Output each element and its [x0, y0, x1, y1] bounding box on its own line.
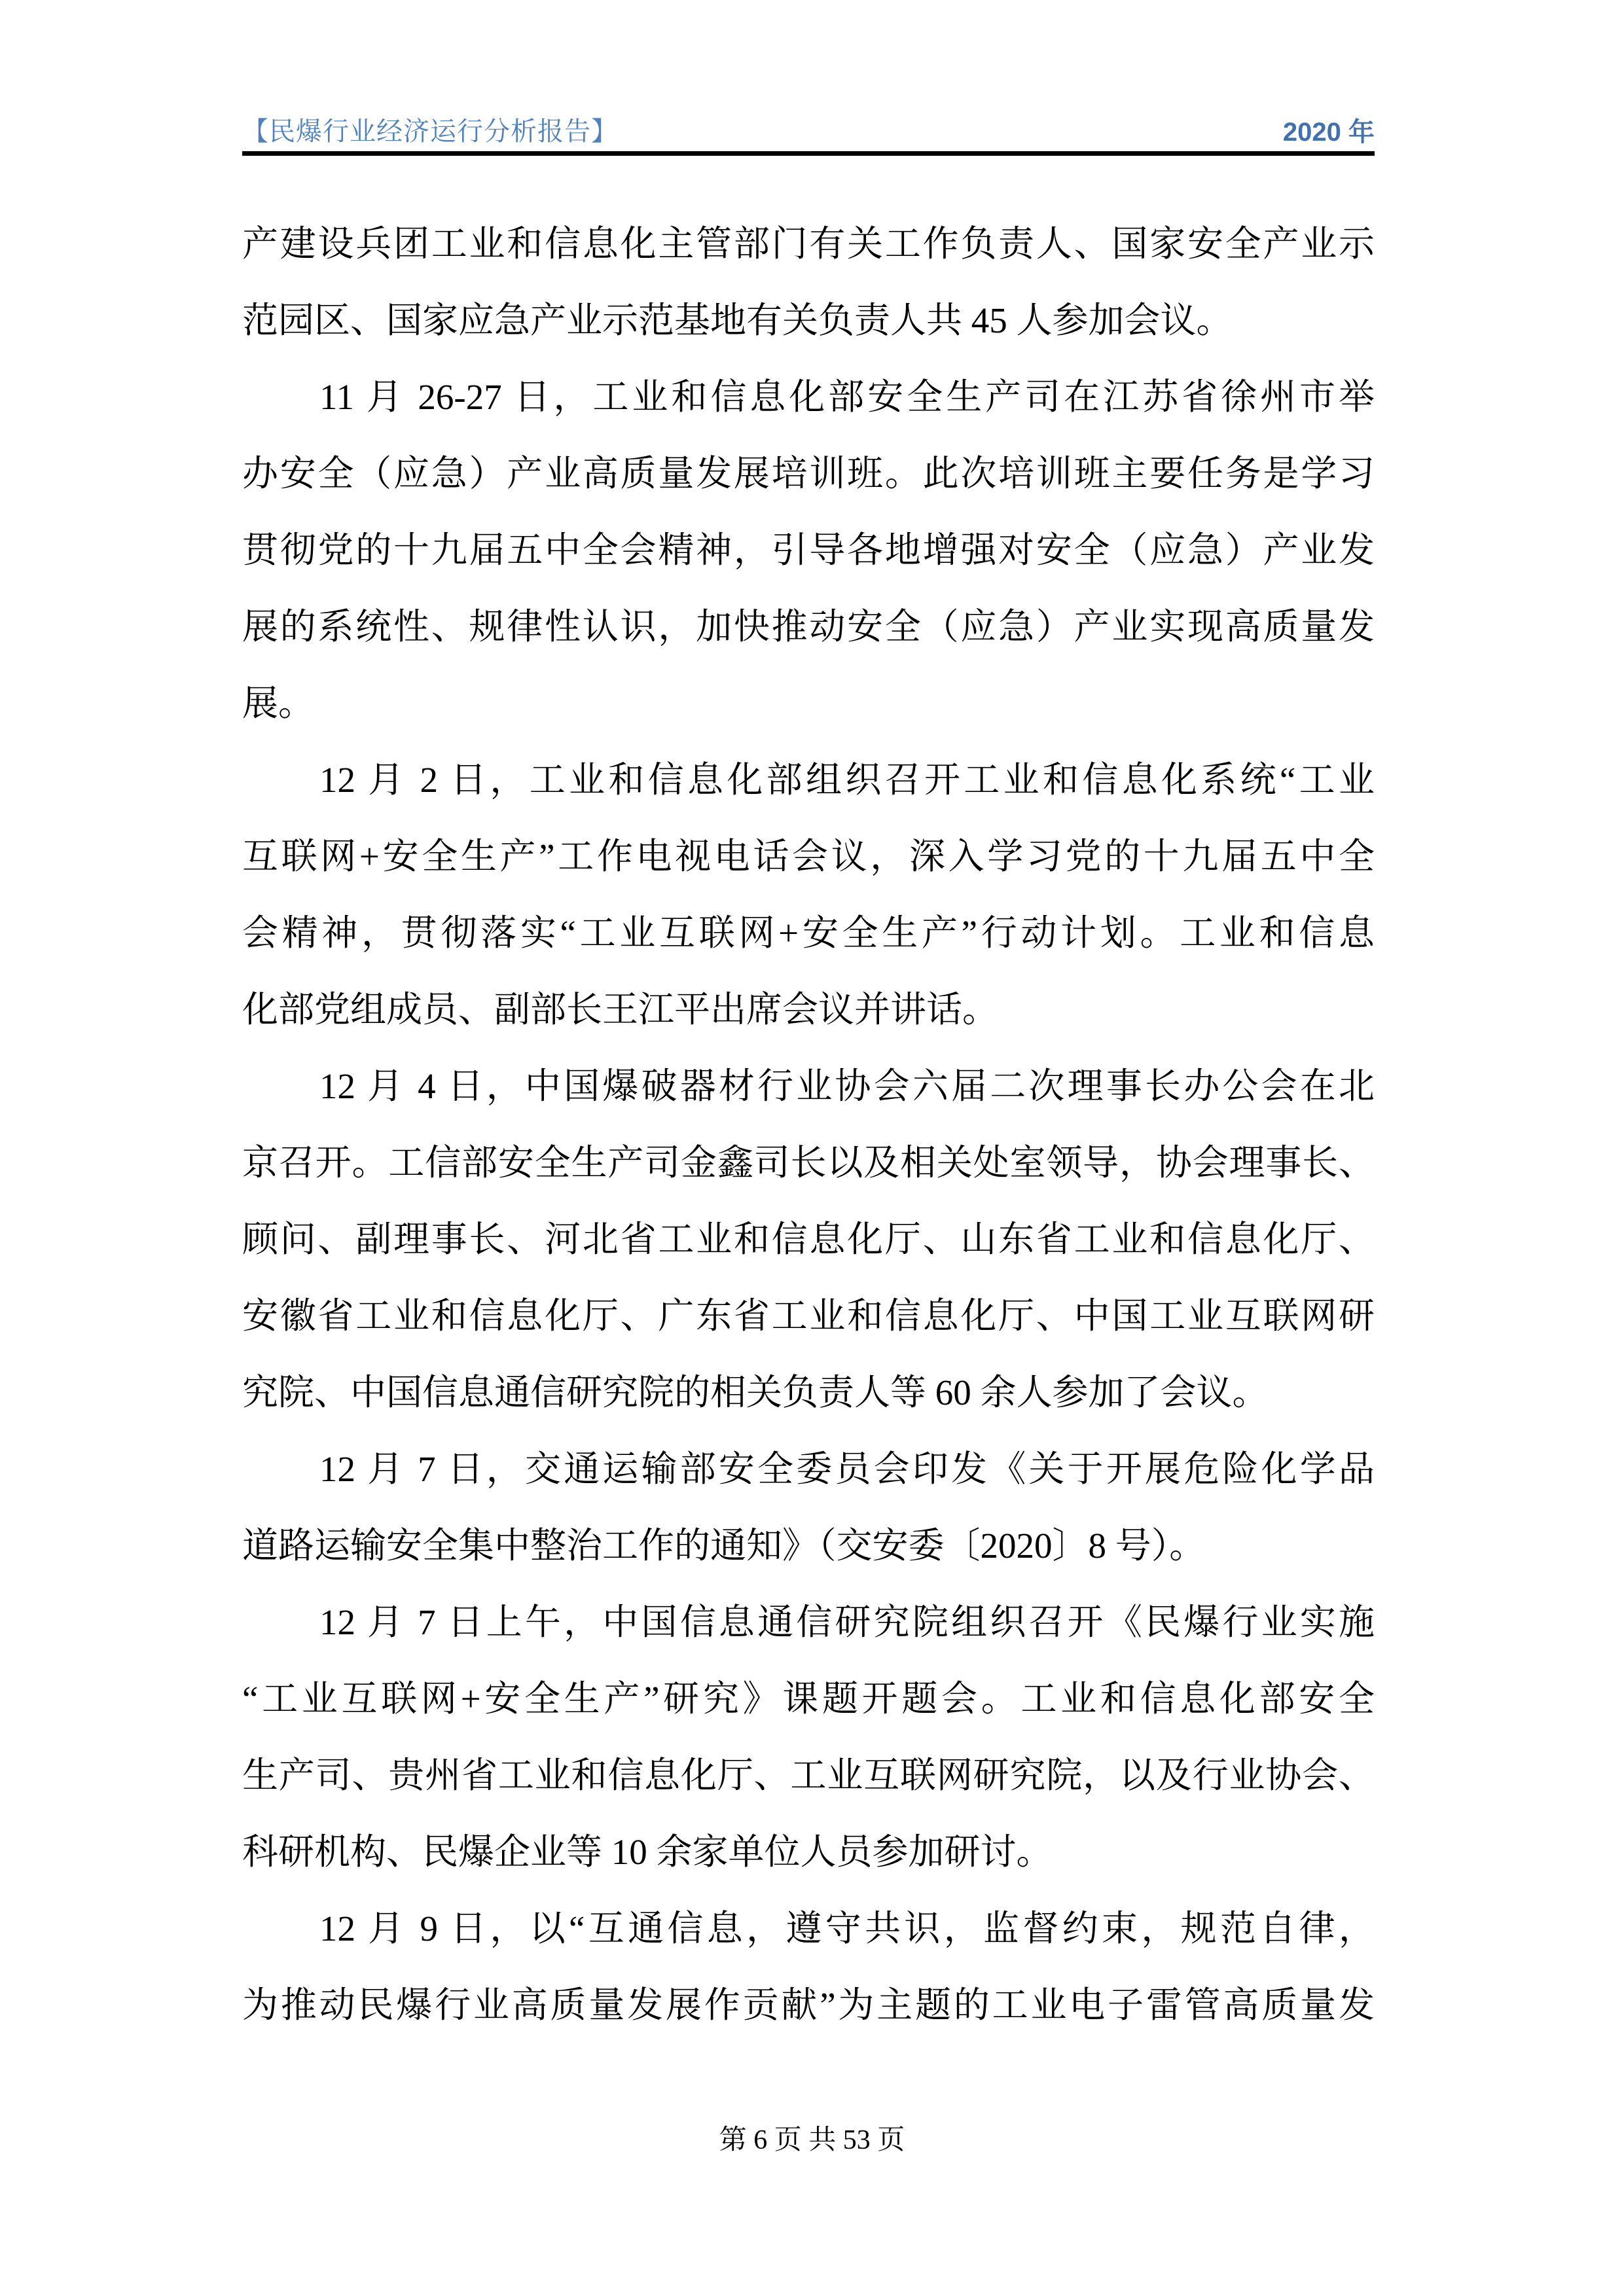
- body-line: 为推动民爆行业高质量发展作贡献”为主题的工业电子雷管高质量发: [242, 1985, 1375, 2025]
- body-line: 12 月 7 日，交通运输部安全委员会印发《关于开展危险化学品: [319, 1449, 1375, 1489]
- body-line: 贯彻党的十九届五中全会精神，引导各地增强对安全（应急）产业发: [242, 530, 1375, 570]
- body-line: 会精神，贯彻落实“工业互联网+安全生产”行动计划。工业和信息: [242, 913, 1375, 953]
- footer-page-number: 第 6 页 共 53 页: [719, 2125, 905, 2155]
- header-year: 2020 年: [1282, 118, 1375, 147]
- page-footer: [0, 2121, 1624, 2160]
- body-line: “工业互联网+安全生产”研究》课题开题会。工业和信息化部安全: [242, 1679, 1375, 1719]
- body-line: 科研机构、民爆企业等 10 余家单位人员参加研讨。: [242, 1832, 1053, 1872]
- body-line: 道路运输安全集中整治工作的通知》（交安委〔2020〕8 号）。: [242, 1526, 1206, 1566]
- header-rule: [242, 151, 1375, 156]
- body-line: 11 月 26-27 日，工业和信息化部安全生产司在江苏省徐州市举: [319, 377, 1375, 417]
- body-line: 究院、中国信息通信研究院的相关负责人等 60 余人参加了会议。: [242, 1372, 1269, 1412]
- body-line: 办安全（应急）产业高质量发展培训班。此次培训班主要任务是学习: [242, 454, 1375, 493]
- body-line: 12 月 7 日上午，中国信息通信研究院组织召开《民爆行业实施: [319, 1602, 1375, 1642]
- body-line: 12 月 9 日，以“互通信息，遵守共识，监督约束，规范自律，: [319, 1909, 1375, 1948]
- body-line: 产建设兵团工业和信息化主管部门有关工作负责人、国家安全产业示: [242, 224, 1375, 264]
- body-line: 12 月 4 日，中国爆破器材行业协会六届二次理事长办公会在北: [319, 1066, 1375, 1106]
- header-report-title: 【民爆行业经济运行分析报告】: [242, 117, 618, 146]
- body-line: 12 月 2 日，工业和信息化部组织召开工业和信息化系统“工业: [319, 760, 1375, 800]
- document-body: [242, 206, 1375, 2043]
- body-line: 生产司、贵州省工业和信息化厅、工业互联网研究院，以及行业协会、: [242, 1755, 1375, 1795]
- body-line: 安徽省工业和信息化厅、广东省工业和信息化厅、中国工业互联网研: [242, 1296, 1375, 1336]
- body-line: 顾问、副理事长、河北省工业和信息化厅、山东省工业和信息化厅、: [242, 1219, 1375, 1259]
- body-line: 京召开。工信部安全生产司金鑫司长以及相关处室领导，协会理事长、: [242, 1143, 1375, 1183]
- body-line: 互联网+安全生产”工作电视电话会议，深入学习党的十九届五中全: [242, 836, 1375, 876]
- body-line: 化部党组成员、副部长王江平出席会议并讲话。: [242, 990, 999, 1030]
- body-line: 展。: [242, 683, 315, 723]
- body-line: 范园区、国家应急产业示范基地有关负责人共 45 人参加会议。: [242, 300, 1233, 340]
- body-line: 展的系统性、规律性认识，加快推动安全（应急）产业实现高质量发: [242, 607, 1375, 647]
